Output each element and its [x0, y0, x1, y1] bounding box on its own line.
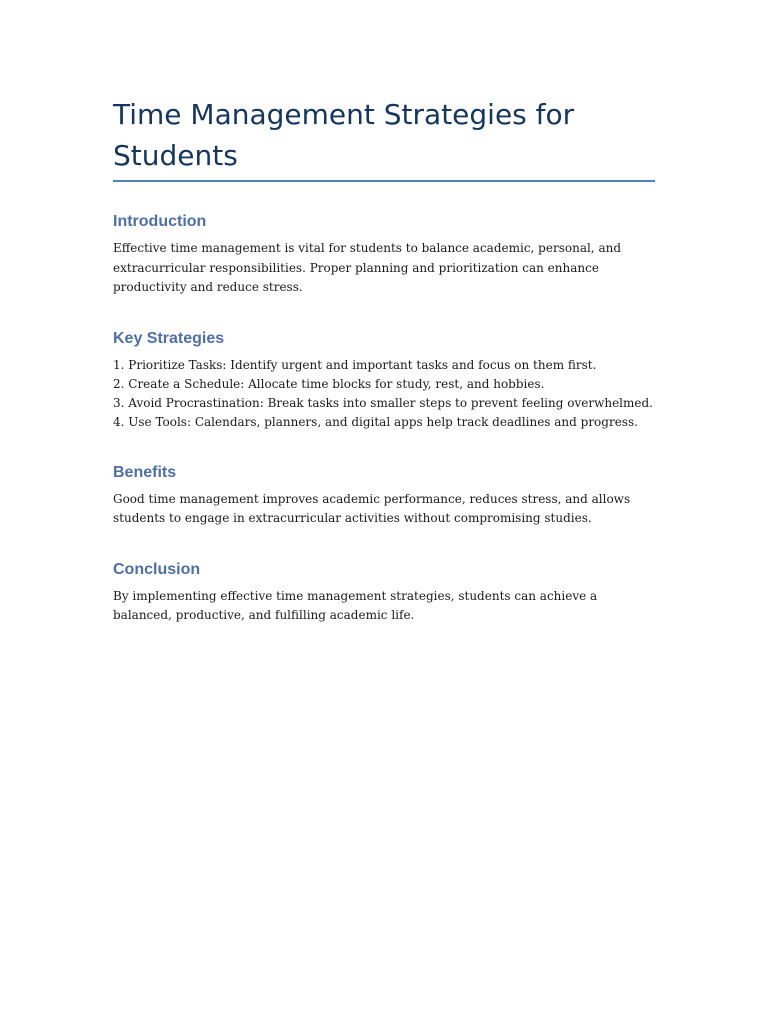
introduction-paragraph: Effective time management is vital for students to balance academic, personal, and extracurricular responsibilities. Proper planning and prioritization can enhance productivity and reduce stress. — [113, 241, 622, 294]
strategy-item: 2. Create a Schedule: Allocate time blocks for study, rest, and hobbies. — [113, 376, 545, 391]
document-page — [113, 94, 655, 626]
conclusion-paragraph: By implementing effective time management strategies, students can achieve a balanced, productive, and fulfilling academic life. — [113, 588, 598, 622]
section-heading-introduction: Introduction — [113, 213, 207, 230]
section-introduction — [113, 212, 655, 298]
strategy-item: 3. Avoid Procrastination: Break tasks into smaller steps to prevent feeling overwhelmed. — [113, 395, 653, 410]
document-title: Time Management Strategies for Students — [113, 98, 575, 172]
section-heading-benefits: Benefits — [113, 463, 177, 481]
section-heading-key-strategies: Key Strategies — [113, 329, 225, 347]
section-conclusion — [113, 560, 655, 626]
section-benefits — [113, 463, 655, 529]
strategy-item: 4. Use Tools: Calendars, planners, and digital apps help track deadlines and progress. — [113, 414, 638, 429]
benefits-paragraph: Good time management improves academic performance, reduces stress, and allows students to engage in extracurricular activities without compromising studies. — [113, 491, 631, 525]
title-divider — [113, 180, 655, 182]
section-heading-conclusion: Conclusion — [113, 560, 201, 578]
strategy-item: 1. Prioritize Tasks: Identify urgent and important tasks and focus on them first. — [113, 357, 597, 372]
section-key-strategies — [113, 329, 655, 432]
strategy-list — [113, 356, 655, 432]
